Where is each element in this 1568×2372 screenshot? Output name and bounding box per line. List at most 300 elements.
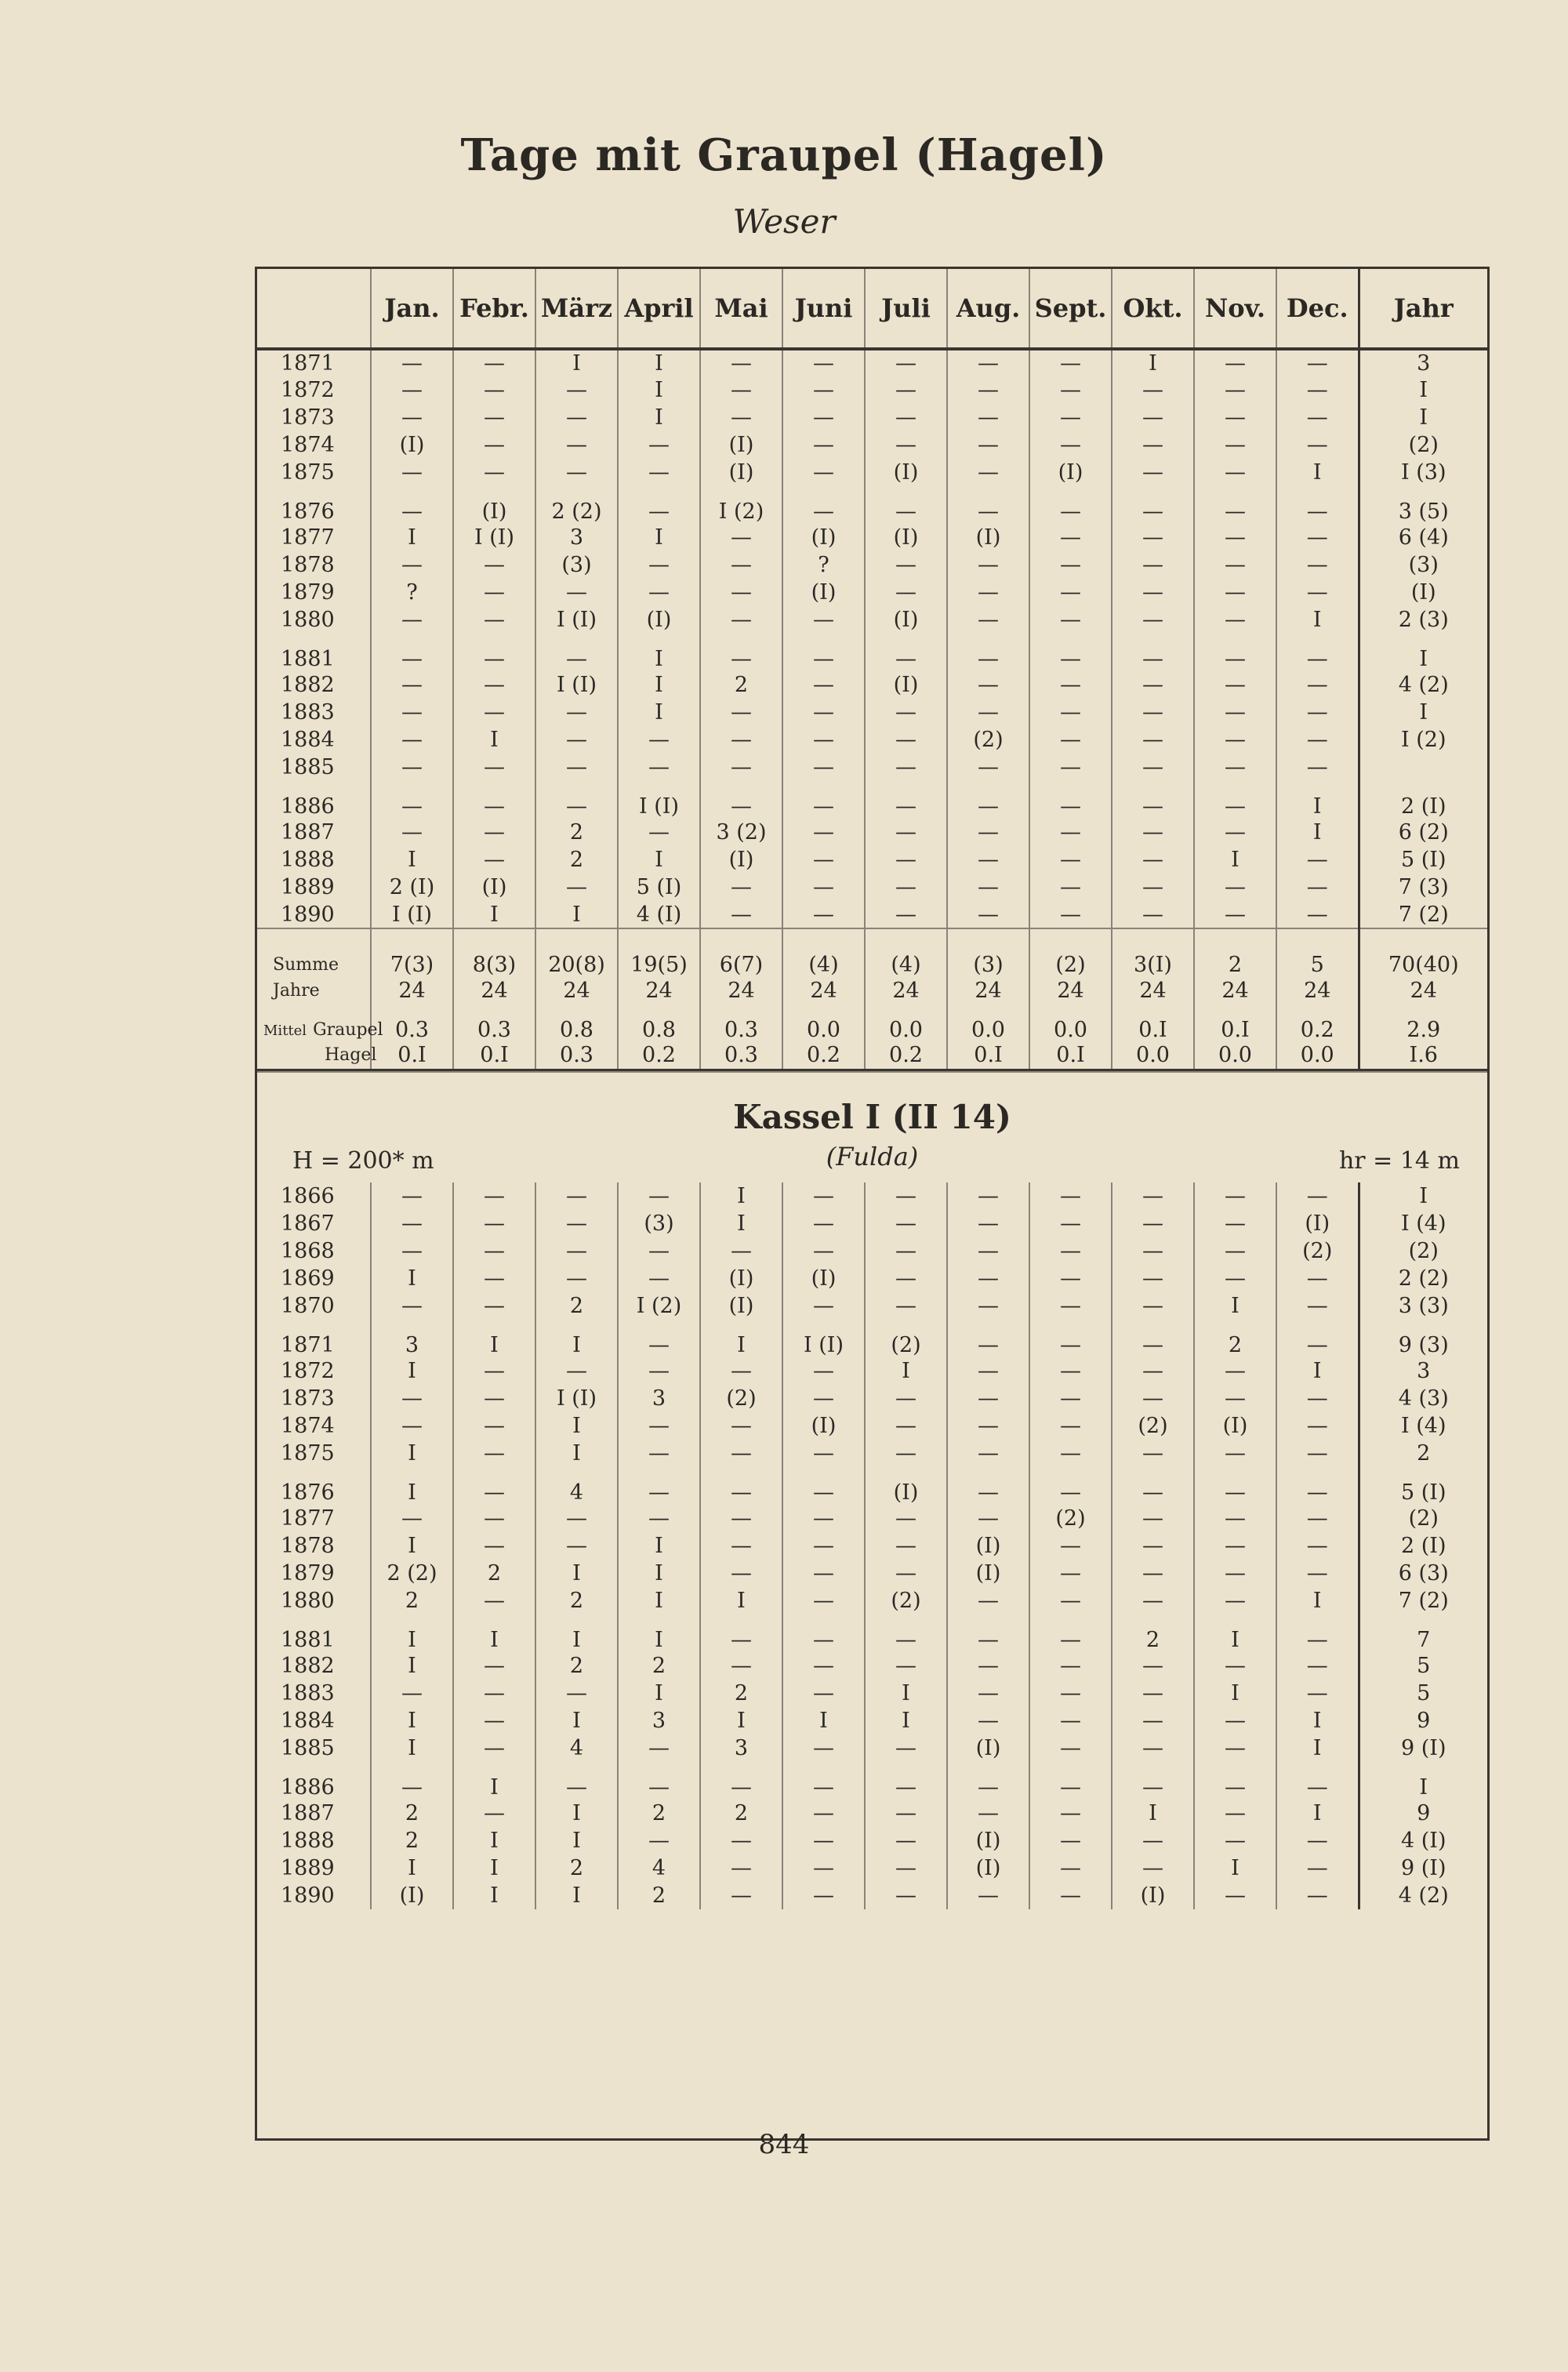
header-total: Jahr (1359, 269, 1487, 349)
value-cell: — (947, 1615, 1029, 1652)
value-cell: — (371, 1210, 453, 1237)
value-cell: ? (371, 579, 453, 606)
header-month: März (535, 269, 618, 349)
value-cell: I (618, 376, 700, 404)
value-cell: — (1112, 1652, 1194, 1680)
value-cell: (4) (782, 928, 865, 977)
value-cell: 3(I) (1112, 928, 1194, 977)
value-cell (1359, 754, 1487, 781)
table-row (257, 1762, 1487, 1800)
value-cell: — (782, 1532, 865, 1560)
table-row (257, 1385, 1487, 1412)
value-cell: — (1194, 349, 1276, 376)
value-cell: I (1276, 1587, 1359, 1615)
value-cell: I (453, 1854, 535, 1882)
year-cell: 1882 (257, 1652, 371, 1680)
value-cell: I (1194, 1680, 1276, 1707)
value-cell: — (1194, 1587, 1276, 1615)
value-cell: 7(3) (371, 928, 453, 977)
table-row (257, 524, 1487, 551)
value-cell: 0.2 (782, 1042, 865, 1070)
value-cell: — (700, 1532, 782, 1560)
value-cell: — (1029, 1827, 1112, 1854)
value-cell: I (1276, 1735, 1359, 1762)
year-cell: 1869 (257, 1265, 371, 1292)
value-cell: 3 (618, 1385, 700, 1412)
value-cell: 3 (5) (1398, 499, 1449, 524)
value-cell: — (535, 579, 618, 606)
value-cell: — (865, 1532, 947, 1560)
value-cell: — (700, 1762, 782, 1800)
value-cell: — (1194, 1265, 1276, 1292)
header-month: Jan. (371, 269, 453, 349)
value-cell: — (865, 404, 947, 431)
value-cell: — (618, 1505, 700, 1532)
year-cell: 1877 (257, 1505, 371, 1532)
value-cell: (3) (1408, 553, 1439, 577)
value-cell: I (618, 349, 700, 376)
value-cell: — (865, 1854, 947, 1882)
value-cell: — (947, 431, 1029, 459)
value-cell: I (2) (700, 486, 782, 524)
value-cell: — (1029, 1357, 1112, 1385)
value-cell: 2 (535, 846, 618, 874)
value-cell: — (1112, 699, 1194, 726)
value-cell: — (1029, 1762, 1112, 1800)
header-month: Febr. (453, 269, 535, 349)
value-cell: — (1194, 634, 1276, 671)
value-cell: — (1029, 1292, 1112, 1320)
value-cell: 2 (2) (1398, 1266, 1449, 1291)
table-row (257, 901, 1487, 928)
value-cell: — (535, 404, 618, 431)
value-cell: — (1029, 1587, 1112, 1615)
header-month: Juli (865, 269, 947, 349)
value-cell: — (865, 1827, 947, 1854)
value-cell: — (1276, 551, 1359, 579)
value-cell: 24 (1276, 977, 1359, 1004)
value-cell: I (618, 671, 700, 699)
value-cell: — (1194, 459, 1276, 486)
value-cell: — (618, 459, 700, 486)
value-cell: — (618, 431, 700, 459)
value-cell: — (535, 1532, 618, 1560)
value-cell: I (700, 1707, 782, 1735)
value-cell: — (1276, 901, 1359, 928)
year-cell: 1874 (257, 1412, 371, 1440)
value-cell: — (453, 1652, 535, 1680)
value-cell: 24 (865, 977, 947, 1004)
value-cell: I (371, 846, 453, 874)
value-cell: — (1112, 1762, 1194, 1800)
value-cell: — (1112, 1560, 1194, 1587)
value-cell: — (1276, 1652, 1359, 1680)
value-cell: — (1194, 1182, 1276, 1210)
value-cell: — (1029, 1467, 1112, 1505)
value-cell: — (782, 846, 865, 874)
value-cell: 24 (1112, 977, 1194, 1004)
value-cell: — (453, 1800, 535, 1827)
value-cell: — (371, 819, 453, 846)
value-cell: (I) (453, 874, 535, 901)
page-title: Tage mit Graupel (Hagel) (460, 129, 1108, 181)
value-cell: — (371, 486, 453, 524)
value-cell: I (1419, 700, 1428, 725)
value-cell: — (947, 579, 1029, 606)
value-cell: — (700, 874, 782, 901)
value-cell: — (700, 551, 782, 579)
value-cell: 2 (453, 1560, 535, 1587)
weser-table (257, 269, 1487, 1071)
value-cell: I (453, 1827, 535, 1854)
value-cell: I (535, 349, 618, 376)
value-cell: — (865, 874, 947, 901)
value-cell: — (865, 1440, 947, 1467)
value-cell: — (1194, 1210, 1276, 1237)
year-cell: 1870 (257, 1292, 371, 1320)
value-cell: (I) (371, 431, 453, 459)
value-cell: — (618, 1237, 700, 1265)
value-cell: — (1029, 901, 1112, 928)
value-cell: — (1194, 431, 1276, 459)
value-cell: 24 (1410, 979, 1437, 1003)
value-cell: I (535, 901, 618, 928)
value-cell: — (865, 634, 947, 671)
year-cell: 1879 (257, 579, 371, 606)
value-cell: 9 (1417, 1800, 1431, 1825)
value-cell: — (1276, 349, 1359, 376)
table-row (257, 404, 1487, 431)
value-cell: (2) (1276, 1237, 1359, 1265)
value-cell: — (782, 486, 865, 524)
value-cell: — (1194, 699, 1276, 726)
value-cell: — (1112, 1440, 1194, 1467)
value-cell: — (782, 1854, 865, 1882)
mittel-label: Mittel (263, 1023, 307, 1039)
value-cell: — (947, 1357, 1029, 1385)
value-cell: — (1194, 1467, 1276, 1505)
value-cell: — (1194, 1827, 1276, 1854)
value-cell: — (1194, 1237, 1276, 1265)
value-cell: I (535, 1615, 618, 1652)
value-cell: I (371, 1854, 453, 1882)
value-cell: — (453, 1680, 535, 1707)
value-cell: I (700, 1587, 782, 1615)
value-cell: — (865, 754, 947, 781)
year-cell: 1867 (257, 1210, 371, 1237)
value-cell: 0.I (1112, 1004, 1194, 1042)
table-row (257, 1440, 1487, 1467)
value-cell: — (947, 459, 1029, 486)
table-row (257, 1735, 1487, 1762)
value-cell: — (618, 726, 700, 754)
header-month: Sept. (1029, 269, 1112, 349)
value-cell: — (453, 781, 535, 819)
value-cell: — (371, 699, 453, 726)
value-cell: — (782, 1882, 865, 1909)
table-row (257, 1532, 1487, 1560)
value-cell: — (1112, 376, 1194, 404)
value-cell: — (535, 1505, 618, 1532)
value-cell: — (535, 1210, 618, 1237)
value-cell: — (782, 1237, 865, 1265)
value-cell: 4 (3) (1398, 1386, 1449, 1411)
value-cell: — (782, 1385, 865, 1412)
value-cell: — (1276, 524, 1359, 551)
value-cell: (I) (947, 1827, 1029, 1854)
value-cell: I (1276, 1357, 1359, 1385)
value-cell: — (947, 606, 1029, 634)
value-cell: — (865, 1292, 947, 1320)
value-cell: 2 (2) (371, 1560, 453, 1587)
value-cell: (I) (947, 1854, 1029, 1882)
value-cell: I (700, 1210, 782, 1237)
value-cell: — (782, 634, 865, 671)
value-cell: — (371, 1237, 453, 1265)
value-cell: (I) (700, 431, 782, 459)
value-cell: — (1112, 1707, 1194, 1735)
value-cell: — (947, 874, 1029, 901)
value-cell: — (1029, 1615, 1112, 1652)
value-cell: — (947, 846, 1029, 874)
value-cell: — (1276, 1615, 1359, 1652)
year-cell: 1878 (257, 1532, 371, 1560)
value-cell: I (535, 1560, 618, 1587)
value-cell: I (371, 1615, 453, 1652)
value-cell: — (535, 754, 618, 781)
value-cell: — (1029, 349, 1112, 376)
value-cell: 0.3 (371, 1004, 453, 1042)
value-cell: — (782, 1467, 865, 1505)
value-cell: — (1029, 524, 1112, 551)
value-cell: (I) (700, 459, 782, 486)
value-cell: — (1276, 726, 1359, 754)
value-cell: — (947, 634, 1029, 671)
value-cell: — (1112, 1357, 1194, 1385)
value-cell: — (947, 1265, 1029, 1292)
table-row (257, 349, 1487, 376)
table-row (257, 431, 1487, 459)
value-cell: (2) (1408, 1238, 1439, 1263)
value-cell: — (1194, 1762, 1276, 1800)
value-cell: (2) (947, 726, 1029, 754)
value-cell: — (453, 349, 535, 376)
value-cell: 2 (1112, 1615, 1194, 1652)
value-cell: — (1276, 1320, 1359, 1357)
value-cell: — (1029, 1237, 1112, 1265)
value-cell: 2 (371, 1827, 453, 1854)
table-row (257, 1707, 1487, 1735)
table-row (257, 754, 1487, 781)
value-cell: — (1029, 754, 1112, 781)
value-cell: — (1112, 1735, 1194, 1762)
value-cell: — (1112, 874, 1194, 901)
value-cell: — (782, 699, 865, 726)
year-cell: 1871 (257, 1320, 371, 1357)
value-cell: — (453, 1237, 535, 1265)
year-cell: 1882 (257, 671, 371, 699)
value-cell: 2 (618, 1652, 700, 1680)
value-cell: I (1194, 846, 1276, 874)
value-cell: — (865, 349, 947, 376)
value-cell: — (1112, 524, 1194, 551)
value-cell: — (1276, 1854, 1359, 1882)
value-cell: I (535, 1320, 618, 1357)
value-cell: (I) (947, 524, 1029, 551)
value-cell: — (1029, 671, 1112, 699)
value-cell: — (782, 726, 865, 754)
value-cell: — (1194, 1440, 1276, 1467)
value-cell: I (371, 1265, 453, 1292)
value-cell: — (371, 754, 453, 781)
value-cell: — (1029, 1265, 1112, 1292)
value-cell: (I) (1112, 1882, 1194, 1909)
value-cell: — (782, 1182, 865, 1210)
value-cell: I (I) (535, 1385, 618, 1412)
value-cell: 24 (947, 977, 1029, 1004)
value-cell: 2 (I) (371, 874, 453, 901)
value-cell: — (535, 1762, 618, 1800)
year-cell: 1886 (257, 781, 371, 819)
value-cell: — (700, 1615, 782, 1652)
value-cell: — (453, 1292, 535, 1320)
value-cell: 3 (371, 1320, 453, 1357)
value-cell: — (947, 781, 1029, 819)
value-cell: I (1419, 647, 1428, 671)
value-cell: — (1276, 1440, 1359, 1467)
year-cell: 1872 (257, 1357, 371, 1385)
value-cell: 3 (3) (1398, 1293, 1449, 1318)
value-cell: — (1112, 1182, 1194, 1210)
value-cell: — (1029, 781, 1112, 819)
value-cell: 8(3) (453, 928, 535, 977)
value-cell: 0.0 (1029, 1004, 1112, 1042)
value-cell: — (947, 671, 1029, 699)
value-cell: I (618, 524, 700, 551)
value-cell: — (782, 376, 865, 404)
value-cell: — (700, 781, 782, 819)
value-cell: — (1029, 1320, 1112, 1357)
value-cell: — (947, 1182, 1029, 1210)
value-cell: — (947, 1467, 1029, 1505)
summe-row (257, 928, 1487, 977)
value-cell: — (1112, 1265, 1194, 1292)
table-row (257, 726, 1487, 754)
value-cell: — (865, 1615, 947, 1652)
table-frame (255, 267, 1490, 2141)
value-cell: — (947, 1237, 1029, 1265)
value-cell: — (1029, 1210, 1112, 1237)
value-cell: — (865, 1237, 947, 1265)
value-cell: I (I) (371, 901, 453, 928)
value-cell: — (947, 376, 1029, 404)
table-row (257, 1560, 1487, 1587)
value-cell: — (865, 1385, 947, 1412)
value-cell: — (782, 1800, 865, 1827)
value-cell: 0.0 (782, 1004, 865, 1042)
mittel-graupel-row-label (257, 1004, 383, 1042)
value-cell: — (1194, 1560, 1276, 1587)
value-cell: — (947, 1292, 1029, 1320)
value-cell: (I) (371, 1882, 453, 1909)
value-cell: I (371, 1735, 453, 1762)
value-cell: — (782, 1357, 865, 1385)
value-cell: I (2) (618, 1292, 700, 1320)
value-cell: — (782, 1587, 865, 1615)
value-cell: — (618, 1827, 700, 1854)
value-cell: I.6 (1409, 1043, 1438, 1068)
year-cell: 1888 (257, 846, 371, 874)
value-cell: — (618, 819, 700, 846)
value-cell: 2 (700, 671, 782, 699)
year-cell: 1873 (257, 404, 371, 431)
header-month: April (618, 269, 700, 349)
value-cell: — (1029, 1680, 1112, 1707)
value-cell: 5 (I) (1401, 848, 1446, 872)
value-cell: — (782, 1560, 865, 1587)
value-cell: 4 (I) (618, 901, 700, 928)
value-cell: — (865, 431, 947, 459)
value-cell: — (1276, 486, 1359, 524)
year-cell: 1879 (257, 1560, 371, 1587)
value-cell: 3 (535, 524, 618, 551)
table-row (257, 486, 1487, 524)
year-cell: 1889 (257, 1854, 371, 1882)
value-cell: I (1419, 1183, 1428, 1208)
value-cell: — (1029, 376, 1112, 404)
value-cell: — (618, 1762, 700, 1800)
table-row (257, 1800, 1487, 1827)
value-cell: — (1029, 726, 1112, 754)
year-cell: 1881 (257, 1615, 371, 1652)
value-cell: — (1276, 1560, 1359, 1587)
jahre-row (257, 977, 1487, 1004)
year-cell: 1890 (257, 901, 371, 928)
value-cell: 7 (1417, 1627, 1431, 1652)
value-cell: — (782, 1210, 865, 1237)
value-cell: — (865, 1505, 947, 1532)
year-cell: 1875 (257, 1440, 371, 1467)
value-cell: — (1276, 1412, 1359, 1440)
value-cell: — (865, 1652, 947, 1680)
value-cell: I (453, 726, 535, 754)
value-cell: I (1419, 1774, 1428, 1800)
value-cell: — (700, 1882, 782, 1909)
value-cell: — (1112, 819, 1194, 846)
value-cell: 24 (371, 977, 453, 1004)
value-cell: 5 (I) (618, 874, 700, 901)
value-cell: — (453, 1210, 535, 1237)
table-row (257, 1615, 1487, 1652)
value-cell: — (1029, 1182, 1112, 1210)
value-cell: — (453, 1357, 535, 1385)
value-cell: — (1029, 1412, 1112, 1440)
value-cell: — (1029, 1800, 1112, 1827)
value-cell: I (453, 1615, 535, 1652)
value-cell: — (865, 901, 947, 928)
value-cell: (I) (453, 486, 535, 524)
table-row (257, 1237, 1487, 1265)
station-title: Kassel I (II 14) (733, 1097, 1011, 1136)
value-cell: I (2) (1401, 728, 1446, 752)
value-cell: — (535, 1237, 618, 1265)
value-cell: — (1194, 551, 1276, 579)
value-cell: I (1276, 1707, 1359, 1735)
value-cell: — (1029, 846, 1112, 874)
value-cell: — (782, 671, 865, 699)
value-cell: — (535, 726, 618, 754)
value-cell: 9 (I) (1401, 1855, 1446, 1880)
